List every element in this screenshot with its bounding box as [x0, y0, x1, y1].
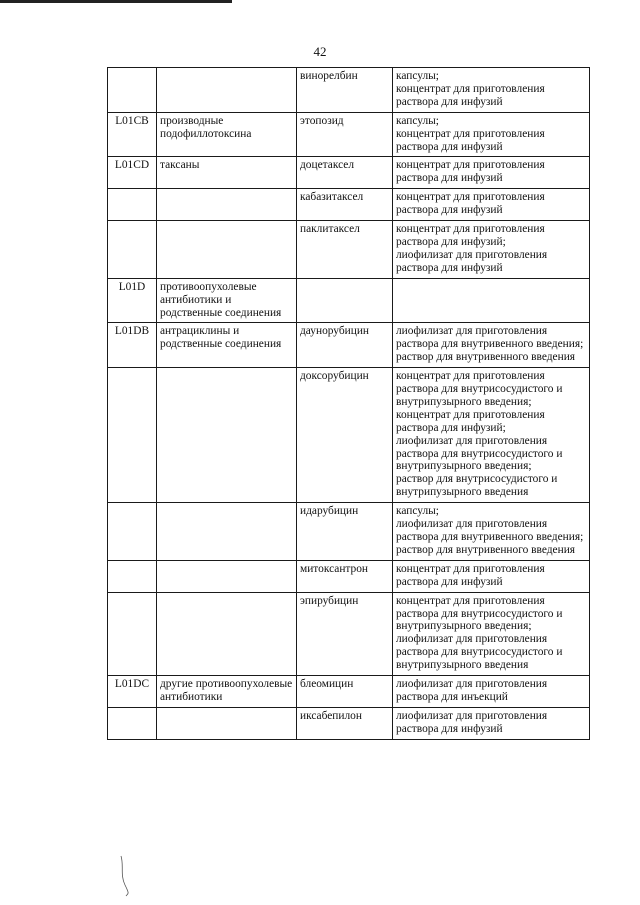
table-row — [108, 323, 590, 368]
group-name-cell — [157, 707, 297, 739]
atc-code-cell — [108, 189, 157, 221]
dosage-form: лиофилизат для приготовления раствора для внутривенного введения; — [396, 518, 584, 543]
atc-code-cell — [108, 221, 157, 279]
atc-code-cell — [108, 68, 157, 113]
dosage-forms-cell — [393, 707, 590, 739]
atc-code-cell: L01DB — [108, 323, 157, 368]
table-row — [108, 221, 590, 279]
page-number: 42 — [313, 44, 327, 59]
dosage-forms-cell — [393, 503, 590, 561]
atc-code-cell: L01CD — [108, 157, 157, 189]
dosage-forms-cell — [393, 592, 590, 675]
group-name-cell — [157, 368, 297, 503]
atc-code-cell — [108, 368, 157, 503]
dosage-form: лиофилизат для приготовления раствора для внутрисосудистого и внутрипузырного введения — [396, 633, 563, 672]
dosage-form: раствор для внутривенного введения — [396, 351, 576, 364]
medication-table-body — [108, 68, 590, 740]
drug-name-cell: эпирубицин — [297, 592, 393, 675]
table-row — [108, 189, 590, 221]
group-name-cell: производные подофиллотоксина — [157, 112, 297, 157]
dosage-form: концентрат для приготовления раствора для инфузий — [396, 159, 545, 185]
dosage-form: концентрат для приготовления раствора для инфузий — [396, 562, 545, 588]
drug-name-cell: доксорубицин — [297, 368, 393, 503]
group-name-cell: таксаны — [157, 157, 297, 189]
atc-code-cell: L01CB — [108, 112, 157, 157]
drug-name-cell: кабазитаксел — [297, 189, 393, 221]
dosage-forms-cell — [393, 323, 590, 368]
table-row — [108, 278, 590, 323]
dosage-form: концентрат для приготовления раствора для инфузий — [396, 191, 545, 217]
dosage-form: концентрат для приготовления раствора для инфузий; — [396, 408, 545, 434]
group-name-cell: противоопухолевые антибиотики и родственные соединения — [157, 278, 297, 323]
group-name-cell — [157, 68, 297, 113]
group-name-cell — [157, 189, 297, 221]
drug-name-cell: блеомицин — [297, 676, 393, 708]
dosage-form: капсулы; — [396, 114, 439, 127]
scan-edge-mark — [0, 0, 232, 3]
atc-code-cell — [108, 560, 157, 592]
drug-name-cell: иксабепилон — [297, 707, 393, 739]
dosage-forms-cell — [393, 68, 590, 113]
group-name-cell: другие противоопухолевые антибиотики — [157, 676, 297, 708]
drug-name-cell: этопозид — [297, 112, 393, 157]
dosage-forms-cell — [393, 221, 590, 279]
atc-code-cell — [108, 503, 157, 561]
group-name-cell — [157, 221, 297, 279]
dosage-form: концентрат для приготовления раствора для инфузий; — [396, 223, 545, 248]
table-row — [108, 368, 590, 503]
dosage-form: концентрат для приготовления раствора для внутрисосудистого и внутрипузырного введения; — [396, 370, 563, 408]
dosage-forms-cell — [393, 676, 590, 708]
group-name-cell — [157, 503, 297, 561]
dosage-form: лиофилизат для приготовления раствора для инфузий — [396, 248, 548, 274]
margin-scribble — [118, 855, 132, 897]
table-row — [108, 157, 590, 189]
dosage-form: капсулы; — [396, 70, 439, 82]
dosage-forms-cell — [393, 368, 590, 503]
dosage-forms-cell — [393, 278, 590, 323]
drug-name-cell: паклитаксел — [297, 221, 393, 279]
atc-code-cell: L01D — [108, 278, 157, 323]
drug-name-cell: винорелбин — [297, 68, 393, 113]
dosage-form: концентрат для приготовления раствора для внутрисосудистого и внутрипузырного введения; — [396, 594, 563, 633]
dosage-form: раствор для внутривенного введения — [396, 543, 576, 556]
group-name-cell — [157, 560, 297, 592]
table-row — [108, 707, 590, 739]
dosage-form: лиофилизат для приготовления раствора для внутрисосудистого и внутрипузырного введения; — [396, 434, 563, 473]
atc-code-cell: L01DC — [108, 676, 157, 708]
drug-name-cell: идарубицин — [297, 503, 393, 561]
table-row — [108, 560, 590, 592]
table-row — [108, 112, 590, 157]
table-row — [108, 676, 590, 708]
drug-name-cell: доцетаксел — [297, 157, 393, 189]
table-row — [108, 503, 590, 561]
table-row — [108, 592, 590, 675]
dosage-form: раствор для внутрисосудистого и внутрипузырного введения — [396, 473, 558, 499]
group-name-cell — [157, 592, 297, 675]
dosage-forms-cell — [393, 112, 590, 157]
dosage-forms-cell — [393, 560, 590, 592]
dosage-forms-cell — [393, 189, 590, 221]
dosage-forms-cell — [393, 157, 590, 189]
atc-code-cell — [108, 707, 157, 739]
table-row — [108, 68, 590, 113]
dosage-form: лиофилизат для приготовления раствора для внутривенного введения; — [396, 325, 584, 351]
drug-name-cell — [297, 278, 393, 323]
group-name-cell: антрациклины и родственные соединения — [157, 323, 297, 368]
dosage-form: концентрат для приготовления раствора для инфузий — [396, 127, 545, 153]
dosage-form: капсулы; — [396, 505, 439, 518]
drug-name-cell: митоксантрон — [297, 560, 393, 592]
medication-table — [107, 67, 590, 740]
drug-name-cell: даунорубицин — [297, 323, 393, 368]
dosage-form: лиофилизат для приготовления раствора для инъекций — [396, 678, 548, 703]
atc-code-cell — [108, 592, 157, 675]
dosage-form: лиофилизат для приготовления раствора для инфузий — [396, 709, 548, 735]
dosage-form: концентрат для приготовления раствора для инфузий — [396, 82, 545, 108]
